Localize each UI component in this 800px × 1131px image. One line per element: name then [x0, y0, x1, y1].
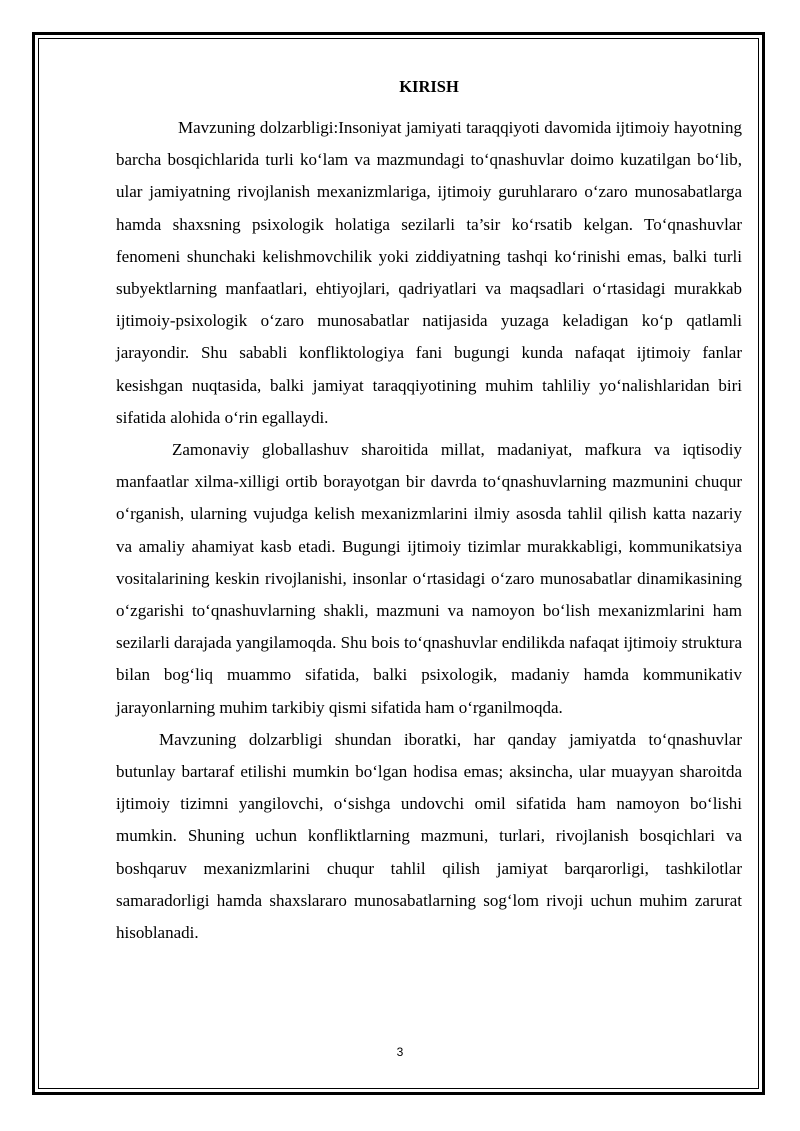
- paragraph-relevance-intro: Mavzuning dolzarbligi:Insoniyat jamiyati taraqqiyoti davomida ijtimoiy hayotning barcha bosqichlarida turli ko‘lam va mazmundagi to‘qnashuvlar doimo kuzatilgan bo‘lib, ular jamiyatning rivojlanish mexanizmlariga, ijtimoiy guruhlararo o‘zaro munosabatlarga hamda shaxsning psixologik holatiga sezilarli ta’sir ko‘rsatib kelgan. To‘qnashuvlar fenomeni shunchaki kelishmovchilik yoki ziddiyatning tashqi ko‘rinishi emas, balki turli subyektlarning manfaatlari, ehtiyojlari, qadriyatlari va maqsadlari o‘rtasidagi murakkab ijtimoiy-psixologik o‘zaro munosabatlar natijasida yuzaga keladigan ko‘p qatlamli jarayondir. Shu sababli konfliktologiya fani bugungi kunda nafaqat ijtimoiy fanlar kesishgan nuqtasida, balki jamiyat taraqqiyotining muhim tahliliy yo‘nalishlaridan biri sifatida alohida o‘rin egallaydi.: [116, 118, 742, 427]
- paragraph-globalization: Zamonaviy globallashuv sharoitida millat, madaniyat, mafkura va iqtisodiy manfaatlar xilma-xilligi ortib borayotgan bir davrda to‘qnashuvlarning mazmunini chuqur o‘rganish, ularning vujudga kelish mexanizmlarini ilmiy asosda tahlil qilish katta nazariy va amaliy ahamiyat kasb etadi. Bugungi ijtimoiy tizimlar murakkabligi, kommunikatsiya vositalarining keskin rivojlanishi, insonlar o‘rtasidagi o‘zaro munosabatlar dinamikasining o‘zgarishi to‘qnashuvlarning shakli, mazmuni va namoyon bo‘lish mexanizmlarini ham sezilarli darajada yangilamoqda. Shu bois to‘qnashuvlar endilikda nafaqat ijtimoiy struktura bilan bog‘liq muammo sifatida, balki psixologik, madaniy hamda kommunikativ jarayonlarning muhim tarkibiy qismi sifatida ham o‘rganilmoqda.: [116, 440, 742, 717]
- paragraph-relevance-conclusion: Mavzuning dolzarbligi shundan iboratki, har qanday jamiyatda to‘qnashuvlar butunlay bartaraf etilishi mumkin bo‘lgan hodisa emas; aksincha, ular muayyan sharoitda ijtimoiy tizimni yangilovchi, o‘sishga undovchi omil sifatida ham namoyon bo‘lishi mumkin. Shuning uchun konfliktlarning mazmuni, turlari, rivojlanish bosqichlari va boshqaruv mexanizmlarini chuqur tahlil qilish jamiyat barqarorligi, tashkilotlar samaradorligi hamda shaxslararo munosabatlarning sog‘lom rivoji uchun muhim zarurat hisoblanadi.: [116, 729, 742, 943]
- page-number: 3: [396, 1045, 404, 1059]
- document-body: [116, 71, 742, 949]
- section-heading: KIRISH: [399, 77, 459, 96]
